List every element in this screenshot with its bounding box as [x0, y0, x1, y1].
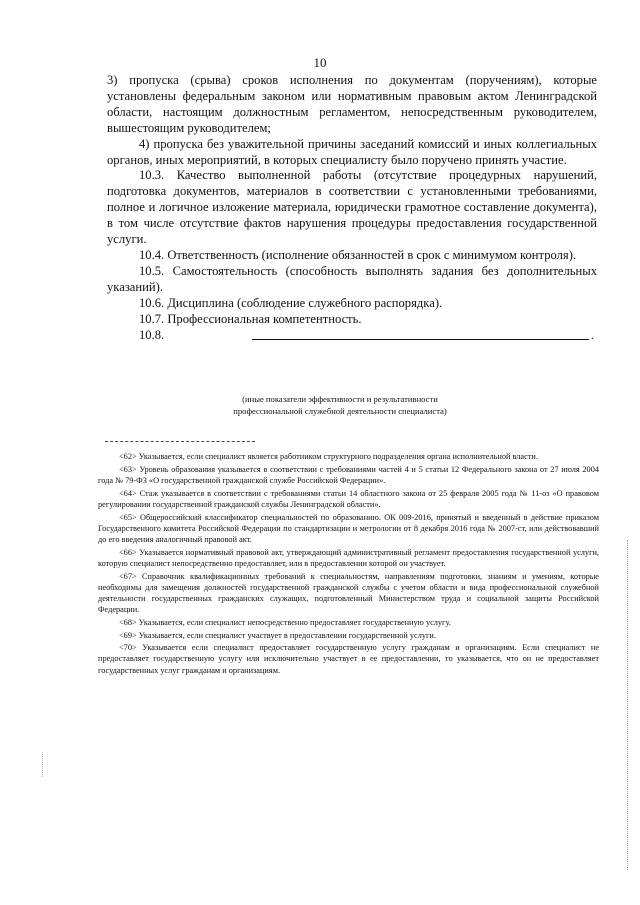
- page-number: 10: [313, 55, 327, 70]
- fill-in-line: [252, 339, 589, 340]
- footnote-66: <66> Указывается нормативный правовой акт, утверждающий административный регламент предоставления государственной услуги, которую специалист непосредственно предоставляет, или в предоставлении которой он участвует.: [98, 547, 599, 568]
- scan-edge-mark: [626, 540, 628, 870]
- footnotes: [98, 451, 599, 677]
- footnote-65: <65> Общероссийский классификатор специальностей по образованию. ОК 009-2016, принятый и введенный в действие приказом Государственного комитета Российской Федерации по стандартизации и метрологии от 8 декабря 2016 года № 2007-ст, или действовавший до его введения аналогичный правовой акт.: [98, 512, 599, 544]
- paragraph-10-3: 10.3. Качество выполненной работы (отсутствие процедурных нарушений, подготовка документов, материалов в соответствии с установленными требованиями, полное и логичное изложение материала, юридически грамотное составление документа), в том числе отсутствие фактов нарушения процедуры предоставления государственной услуги.: [107, 168, 597, 247]
- footnote-64: <64> Стаж указывается в соответствии с требованиями статьи 14 областного закона от 25 февраля 2005 года № 11-оз «О правовом регулировании государственной гражданской службы Ленинградской области».: [98, 488, 599, 509]
- body-text: [107, 73, 597, 343]
- paragraph-10-4: 10.4. Ответственность (исполнение обязанностей в срок с минимумом контроля).: [139, 247, 577, 262]
- paragraph-item-4: 4) пропуска без уважительной причины заседаний комиссий и иных коллегиальных органов, иных мероприятий, в которых специалисту было поручено принять участие.: [107, 136, 597, 167]
- fill-in-caption: [150, 393, 530, 417]
- paragraph-10-6: 10.6. Дисциплина (соблюдение служебного распорядка).: [139, 295, 443, 310]
- fill-in-line-end: .: [590, 327, 594, 342]
- footnote-68: <68> Указывается, если специалист непосредственно предоставляет государственную услугу.: [119, 617, 451, 627]
- footnote-63: <63> Уровень образования указывается в соответствии с требованиями частей 4 и 5 статьи 12 Федерального закона от 27 июля 2004 года № 79-ФЗ «О государственной гражданской службе Российской Федерации».: [98, 464, 599, 485]
- footnote-70: <70> Указывается если специалист предоставляет государственную услугу гражданам и организациям. Если специалист не предоставляет государственную услугу или исключительно участвует в ее предоставлении, то указывается, что он не предоставляет государственных услуг гражданам и организациям.: [98, 643, 599, 675]
- paragraph-10-5: 10.5. Самостоятельность (способность выполнять задания без дополнительных указаний).: [107, 263, 597, 294]
- caption-line-2: профессиональной служебной деятельности специалиста): [233, 406, 447, 416]
- footnote-separator: [105, 441, 255, 442]
- footnote-62: <62> Указывается, если специалист является работником структурного подразделения органа исполнительной власти.: [119, 452, 538, 461]
- footnote-67: <67> Справочник квалификационных требований к специальностям, направлениям подготовки, знаниям и умениям, которые необходимы для замещения должностей государственной гражданской службы с учетом области и вида профессиональной служебной деятельности государственных гражданских служащих, подготовленный Министерством труда и социальной защиты Российской Федерации.: [98, 571, 599, 615]
- paragraph-item-3: 3) пропуска (срыва) сроков исполнения по документам (поручениям), которые установлены федеральным законом или нормативным правовым актом Ленинградской области, настоящим должностным регламентом, непосредственным руководителем, вышестоящим руководителем;: [107, 73, 597, 135]
- caption-line-1: (иные показатели эффективности и результативности: [242, 394, 438, 404]
- footnote-69: <69> Указывается, если специалист участвует в предоставлении государственной услуги.: [119, 630, 436, 640]
- scan-artifact-mark: [42, 752, 44, 777]
- paragraph-10-7: 10.7. Профессиональная компетентность.: [139, 311, 362, 326]
- paragraph-10-8-label: 10.8.: [139, 327, 165, 342]
- paragraph-10-8: [107, 328, 597, 344]
